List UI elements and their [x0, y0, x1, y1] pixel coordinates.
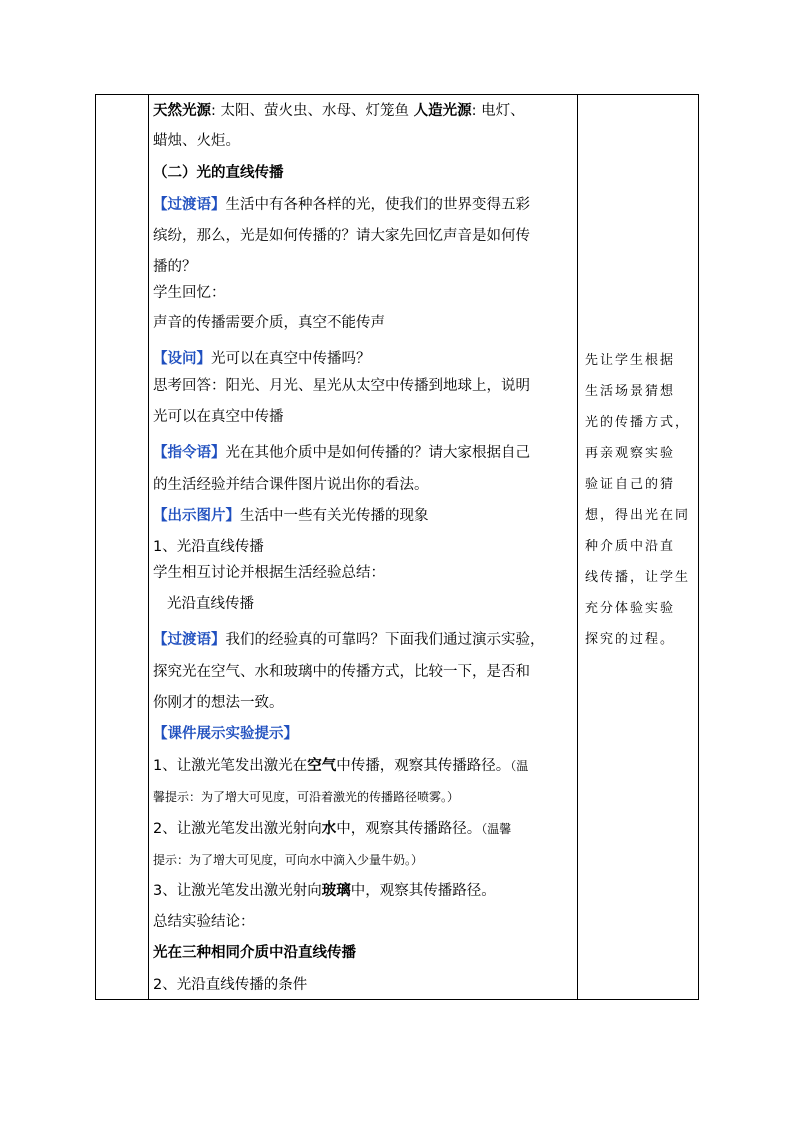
hint-line: 馨提示：为了增大可见度，可沿着激光的传播路径喷雾。）	[153, 790, 460, 804]
step-text: 1、让激光笔发出激光在	[153, 758, 308, 774]
transition-line	[153, 195, 530, 215]
text-line: 思考回答：阳光、月光、星光从太空中传播到地球上，说明	[153, 378, 530, 394]
text-line: 播的？	[153, 259, 197, 275]
tag-text: 光可以在真空中传播吗？	[211, 351, 371, 367]
natural-light-examples: : 太阳、萤火虫、水母、灯笼鱼	[211, 103, 414, 119]
text-line: 学生相互讨论并根据生活经验总结：	[153, 565, 385, 581]
tag-text: 生活中一些有关光传播的现象	[240, 508, 429, 524]
text-line: 2、光沿直线传播的条件	[153, 977, 308, 993]
instruction-line	[153, 443, 530, 463]
text-line: 1、光沿直线传播	[153, 539, 264, 555]
side-note-line: 探究的过程。	[585, 632, 676, 647]
tag-label: 【过渡语】	[153, 632, 226, 648]
hint-line: 提示：为了增大可见度，可向水中滴入少量牛奶。）	[153, 853, 424, 867]
artificial-light-label: 人造光源	[413, 103, 472, 119]
artificial-light-examples: : 电灯、	[471, 103, 525, 119]
side-note-line: 生活场景猜想	[585, 384, 676, 399]
tag-label: 【出示图片】	[153, 508, 240, 524]
side-note-line: 再亲观察实验	[585, 446, 676, 461]
transition-line	[153, 630, 545, 650]
experiment-step	[153, 819, 511, 839]
show-picture-line	[153, 506, 429, 526]
light-sources-line	[153, 101, 525, 121]
text-line: 光沿直线传播	[167, 596, 254, 612]
step-medium: 空气	[307, 758, 337, 774]
courseware-heading: 【课件展示实验提示】	[153, 726, 298, 742]
tag-label: 【过渡语】	[153, 197, 226, 213]
step-text: 3、让激光笔发出激光射向	[153, 883, 322, 899]
tag-label: 【指令语】	[153, 445, 226, 461]
step-medium: 水	[321, 821, 337, 837]
experiment-step	[153, 756, 528, 776]
column-divider-right	[577, 95, 578, 999]
step-text: 2、让激光笔发出激光射向	[153, 821, 322, 837]
text-line: 蜡烛、火炬。	[153, 133, 240, 149]
tag-text: 光在其他介质中是如何传播的？请大家根据自己	[225, 445, 530, 461]
step-medium: 玻璃	[321, 883, 351, 899]
text-line: 声音的传播需要介质，真空不能传声	[153, 315, 385, 331]
step-hint: （温	[510, 759, 529, 773]
side-note-line: 充分体验实验	[585, 601, 676, 616]
experiment-step	[153, 881, 496, 901]
step-text: 中，观察其传播路径。	[336, 821, 482, 837]
natural-light-label: 天然光源	[153, 103, 211, 119]
column-divider-left	[148, 95, 149, 999]
text-line: 总结实验结论：	[153, 914, 255, 930]
step-hint: （温馨	[481, 822, 512, 836]
text-line: 的生活经验并结合课件图片说出你的看法。	[153, 477, 429, 493]
text-line: 你刚才的想法一致。	[153, 695, 284, 711]
section-heading: （二）光的直线传播	[153, 165, 284, 181]
side-note-line: 光的传播方式，	[585, 415, 691, 430]
tag-text: 生活中有各种各样的光，使我们的世界变得五彩	[225, 197, 530, 213]
text-line: 学生回忆：	[153, 285, 226, 301]
conclusion-line: 光在三种相同介质中沿直线传播	[153, 945, 356, 961]
side-note-line: 验证自己的猜	[585, 477, 676, 492]
step-text: 中传播，观察其传播路径。	[336, 758, 511, 774]
side-note-line: 线传播，让学生	[585, 570, 691, 585]
side-note-line: 种介质中沿直	[585, 539, 676, 554]
side-note-line: 先让学生根据	[585, 353, 676, 368]
question-line	[153, 349, 371, 369]
text-line: 光可以在真空中传播	[153, 409, 284, 425]
text-line: 探究光在空气、水和玻璃中的传播方式，比较一下，是否和	[153, 664, 530, 680]
step-text: 中，观察其传播路径。	[350, 883, 496, 899]
lesson-table	[95, 94, 699, 1000]
side-note-line: 想，得出光在同	[585, 508, 691, 523]
tag-text: 我们的经验真的可靠吗？下面我们通过演示实验，	[225, 632, 545, 648]
text-line: 缤纷，那么，光是如何传播的？请大家先回忆声音是如何传	[153, 228, 530, 244]
tag-label: 【设问】	[153, 351, 211, 367]
